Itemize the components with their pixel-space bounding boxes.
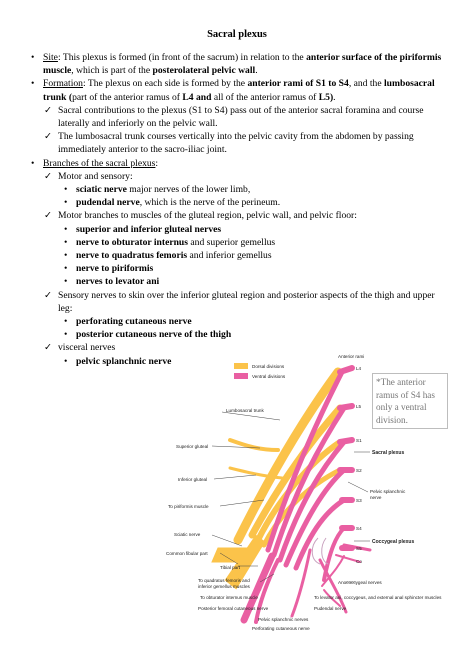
label-pelvic-splanchnic-right-1: Pelvic splanchnic (370, 489, 406, 494)
label-to-obturator: To obturator internus muscle (200, 595, 258, 600)
label-S4: S4 (356, 526, 362, 531)
motor-item-piriformis: • nerve to piriformis (64, 263, 154, 275)
label-post-femoral: Posterior femoral cutaneous nerve (198, 606, 269, 611)
bullet-icon: • (64, 236, 68, 248)
site-item: • Site: This plexus is formed (in front of the sacrum) in relation to the anterior surface of the piriformis muscle, which is part of the posterolateral pelvic wall. (31, 52, 442, 77)
label-S3: S3 (356, 498, 362, 503)
sensory-item-perforating: • perforating cutaneous nerve (64, 316, 192, 328)
bullet-icon: • (31, 52, 35, 63)
label-common-fibular: Common fibular part (166, 551, 208, 556)
visceral-item: ✓ visceral nerves (44, 342, 116, 354)
checkmark-icon: ✓ (44, 104, 53, 116)
page-title: Sacral plexus (207, 29, 267, 40)
document-body (31, 51, 451, 368)
bullet-icon: • (64, 250, 68, 262)
sciatic-item: • sciatic nerve major nerves of the lower limb, (64, 184, 251, 196)
label-sacral-plexus: Sacral plexus (372, 450, 405, 456)
label-tibial: Tibial part (220, 565, 240, 570)
motor-sensory-item: ✓ Motor and sensory: (44, 170, 133, 182)
label-Co: Co (356, 559, 362, 564)
label-L4: L4 (356, 366, 362, 371)
bullet-icon: • (64, 197, 68, 209)
label-S2: S2 (356, 468, 362, 473)
formation-sub-1: ✓ Sacral contributions to the plexus (S1 to S4) pass out of the anterior sacral foramina and course laterally and inferiorly on the pelvic wall. (44, 104, 424, 130)
bullet-icon: • (64, 329, 68, 341)
bullet-icon: • (64, 316, 68, 328)
annotation-note: *The anterior ramus of S4 has only a ventral division. (372, 373, 448, 429)
label-sciatic: Sciatic nerve (174, 532, 201, 537)
bullet-icon: • (31, 157, 35, 169)
legend-dorsal: Dorsal divisions (252, 364, 285, 369)
anterior-rami (340, 368, 352, 548)
formation-label: Formation (43, 78, 83, 90)
pudendal-item: • pudendal nerve, which is the nerve of the perineum. (64, 197, 281, 209)
label-to-piriformis: To piriformis muscle (168, 504, 209, 509)
label-superior-gluteal: Superior gluteal (176, 444, 209, 449)
motor-item-obturator: • nerve to obturator internus and superior gemellus (64, 236, 276, 248)
label-coccygeal-plexus: Coccygeal plexus (372, 539, 415, 545)
legend-dorsal-swatch (234, 363, 248, 369)
motor-item-gluteal: • superior and inferior gluteal nerves (64, 223, 222, 235)
checkmark-icon: ✓ (44, 131, 53, 143)
formation-item: • Formation: The plexus on each side is formed by the anterior rami of S1 to S4, and the lumbosacral trunk (part of the anterior ramus of L4 and all of the anterior ramus of L5). (31, 78, 435, 103)
formation-sub-2: ✓ The lumbosacral trunk courses vertically into the pelvic cavity from the abdomen by passing immediately anterior to the sacro-iliac joint. (44, 131, 414, 156)
checkmark-icon: ✓ (44, 342, 53, 354)
bullet-icon: • (64, 355, 68, 367)
label-anococcygeal: Anococcygeal nerves (338, 580, 382, 585)
checkmark-icon: ✓ (44, 289, 53, 301)
legend-ventral: Ventral divisions (252, 374, 286, 379)
bullet-icon: • (64, 263, 68, 275)
bullet-icon: • (64, 223, 68, 235)
label-S1: S1 (356, 438, 362, 443)
site-label: Site (43, 52, 58, 63)
bullet-icon: • (64, 276, 68, 288)
label-L5: L5 (356, 404, 362, 409)
bullet-icon: • (64, 184, 68, 196)
label-to-quadratus-1: To quadratus femoris and (198, 578, 250, 583)
motor-item-quadratus: • nerve to quadratus femoris and inferior gemellus (64, 250, 272, 262)
label-pelvic-splanchnic-right-2: nerve (370, 495, 382, 500)
sensory-item: ✓ Sensory nerves to skin over the inferior gluteal region and posterior aspects of the thigh and upper leg: (44, 289, 435, 314)
branches-item: • Branches of the sacral plexus: (31, 157, 159, 169)
label-levator: To levator ani, coccygeus, and external anal sphincter muscles (314, 595, 442, 600)
visceral-item-splanchnic: • pelvic splanchnic nerve (64, 355, 172, 367)
checkmark-icon: ✓ (44, 170, 53, 182)
sensory-item-posterior: • posterior cutaneous nerve of the thigh (64, 329, 232, 341)
checkmark-icon: ✓ (44, 210, 53, 222)
label-to-quadratus-2: inferior gemellus muscles (198, 584, 250, 589)
label-perforating: Perforating cutaneous nerve (252, 626, 310, 631)
motor-branches-item: ✓ Motor branches to muscles of the gluteal region, pelvic wall, and pelvic floor: (44, 210, 357, 222)
bullet-icon: • (31, 78, 35, 90)
branches-label: Branches of the sacral plexus (43, 157, 156, 169)
label-anterior-rami: Anterior rami (338, 354, 365, 359)
legend-ventral-swatch (234, 373, 248, 379)
motor-item-levator: • nerves to levator ani (64, 276, 160, 288)
label-lumbosacral-trunk: Lumbosacral trunk (226, 408, 264, 413)
label-pudendal: Pudendal nerve (314, 606, 347, 611)
label-S5: S5 (356, 546, 362, 551)
label-inferior-gluteal: Inferior gluteal (178, 477, 208, 482)
label-pelvic-splanchnic: Pelvic splanchnic nerves (258, 617, 309, 622)
